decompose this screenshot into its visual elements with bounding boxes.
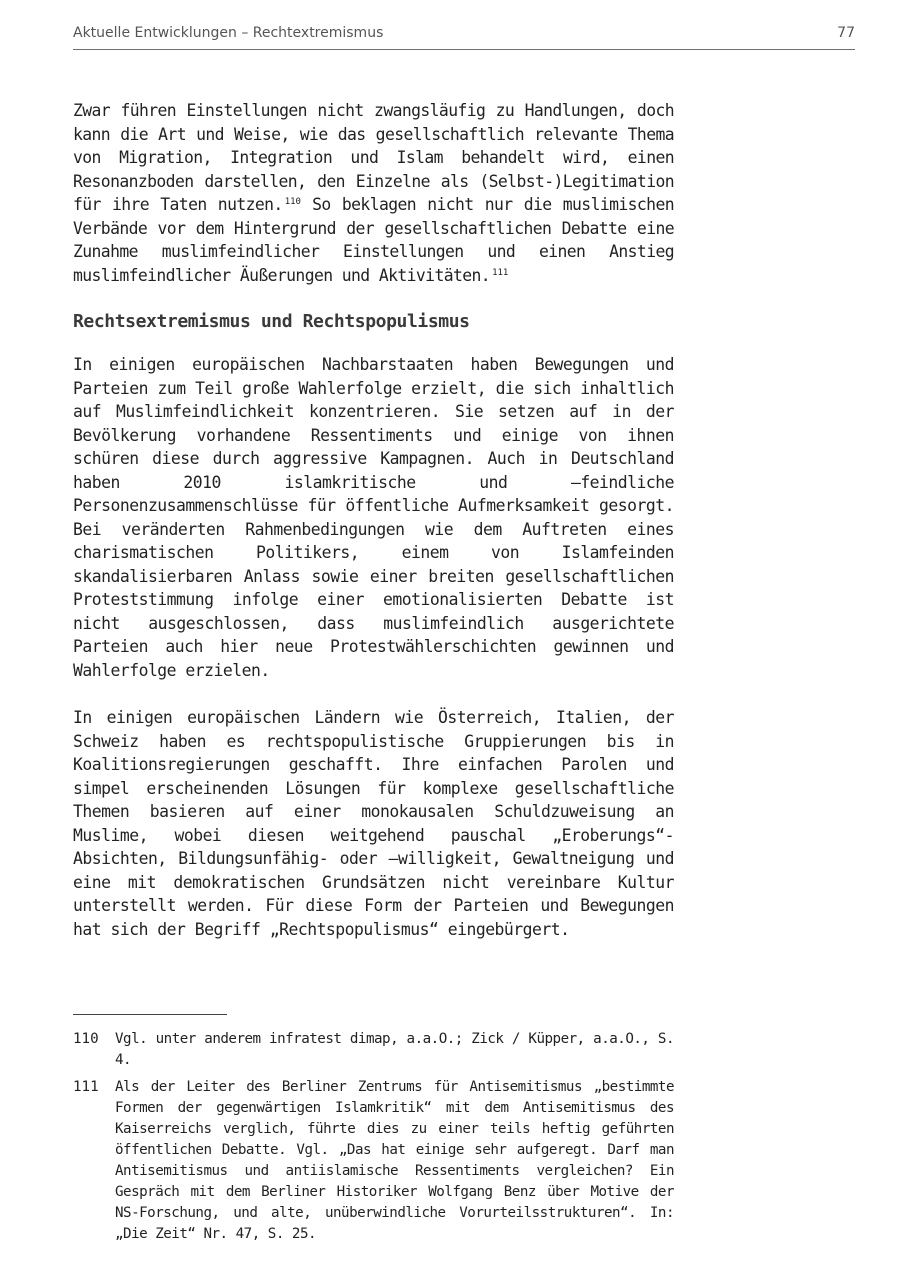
footnote-110: [73, 1029, 674, 1071]
page-number: 77: [837, 25, 855, 41]
running-header: [73, 25, 855, 50]
running-title: Aktuelle Entwicklungen – Rechtextremismus: [73, 25, 384, 41]
footnote-number: 110: [73, 1031, 99, 1047]
footnote-separator: [73, 1014, 227, 1015]
footnote-text: Vgl. unter anderem infratest dimap, a.a.O.; Zick / Küpper, a.a.O., S. 4.: [115, 1031, 674, 1068]
footnote-reference-110[interactable]: 110: [284, 197, 301, 207]
footnote-111: [73, 1077, 674, 1245]
section-heading: Rechtsextremismus und Rechtspopulismus: [73, 311, 470, 332]
footnote-text: Als der Leiter des Berliner Zentrums für Antisemitismus „bestimmte Formen der gegenwärtigen Islamkritik“ mit dem Antisemitismus des Kaiserreichs verglich, führte dies zu einer teils heftig geführten öffentlichen Debatte. Vgl. „Das hat einige sehr aufgeregt. Darf man Antisemitismus und antiislamische Ressentiments vergleichen? Ein Gespräch mit dem Berliner Historiker Wolfgang Benz über Motive der NS-Forschung, und alte, unüberwindliche Vorurteilsstrukturen“. In: „Die Zeit“ Nr. 47, S. 25.: [115, 1079, 674, 1242]
footnote-number: 111: [73, 1079, 99, 1095]
body-paragraph-1: [73, 99, 674, 287]
body-paragraph-2: In einigen europäischen Nachbarstaaten haben Bewegungen und Parteien zum Teil große Wahlerfolge erzielt, die sich inhaltlich auf Muslimfeindlichkeit konzentrieren. Sie setzen auf in der Bevölkerung vorhandene Ressentiments und einige von ihnen schüren diese durch aggressive Kampagnen. Auch in Deutschland haben 2010 islamkritische und –feindliche Personenzusammenschlüsse für öffentliche Aufmerksamkeit gesorgt. Bei veränderten Rahmenbedingungen wie dem Auftreten eines charismatischen Politikers, einem von Islamfeinden skandalisierbaren Anlass sowie einer breiten gesellschaftlichen Proteststimmung infolge einer emotionalisierten Debatte ist nicht ausgeschlossen, dass muslimfeindlich ausgerichtete Parteien auch hier neue Protestwählerschichten gewinnen und Wahlerfolge erzielen.: [73, 355, 674, 680]
footnote-reference-111[interactable]: 111: [492, 267, 509, 278]
body-paragraph-3: In einigen europäischen Ländern wie Österreich, Italien, der Schweiz haben es rechtspopulistische Gruppierungen bis in Koalitionsregierungen geschafft. Ihre einfachen Parolen und simpel erscheinenden Lösungen für komplexe gesellschaftliche Themen basieren auf einer monokausalen Schuldzuweisung an Muslime, wobei diesen weitgehend pauschal „Eroberungs“-Absichten, Bildungsunfähig- oder –willigkeit, Gewaltneigung und eine mit demokratischen Grundsätzen nicht vereinbare Kultur unterstellt werden. Für diese Form der Parteien und Bewegungen hat sich der Begriff „Rechtspopulismus“ eingebürgert.: [73, 708, 674, 939]
paragraph-1-sentence-2: So beklagen nicht nur die muslimischen Verbände vor dem Hintergrund der gesellschaftlichen Debatte eine Zunahme muslimfeindlicher Einstellungen und einen Anstieg muslimfeindlicher Äußerungen und Aktivitäten.: [73, 195, 674, 285]
paragraph-1-sentence-1: Zwar führen Einstellungen nicht zwangsläufig zu Handlungen, doch kann die Art und Weise, wie das gesellschaftlich relevante Thema von Migration, Integration und Islam behandelt wird, einen Resonanzboden darstellen, den Einzelne als (Selbst-)Legitimation für ihre Taten nutzen.: [73, 101, 674, 214]
footnotes: [73, 1029, 674, 1251]
main-text: [73, 99, 674, 941]
